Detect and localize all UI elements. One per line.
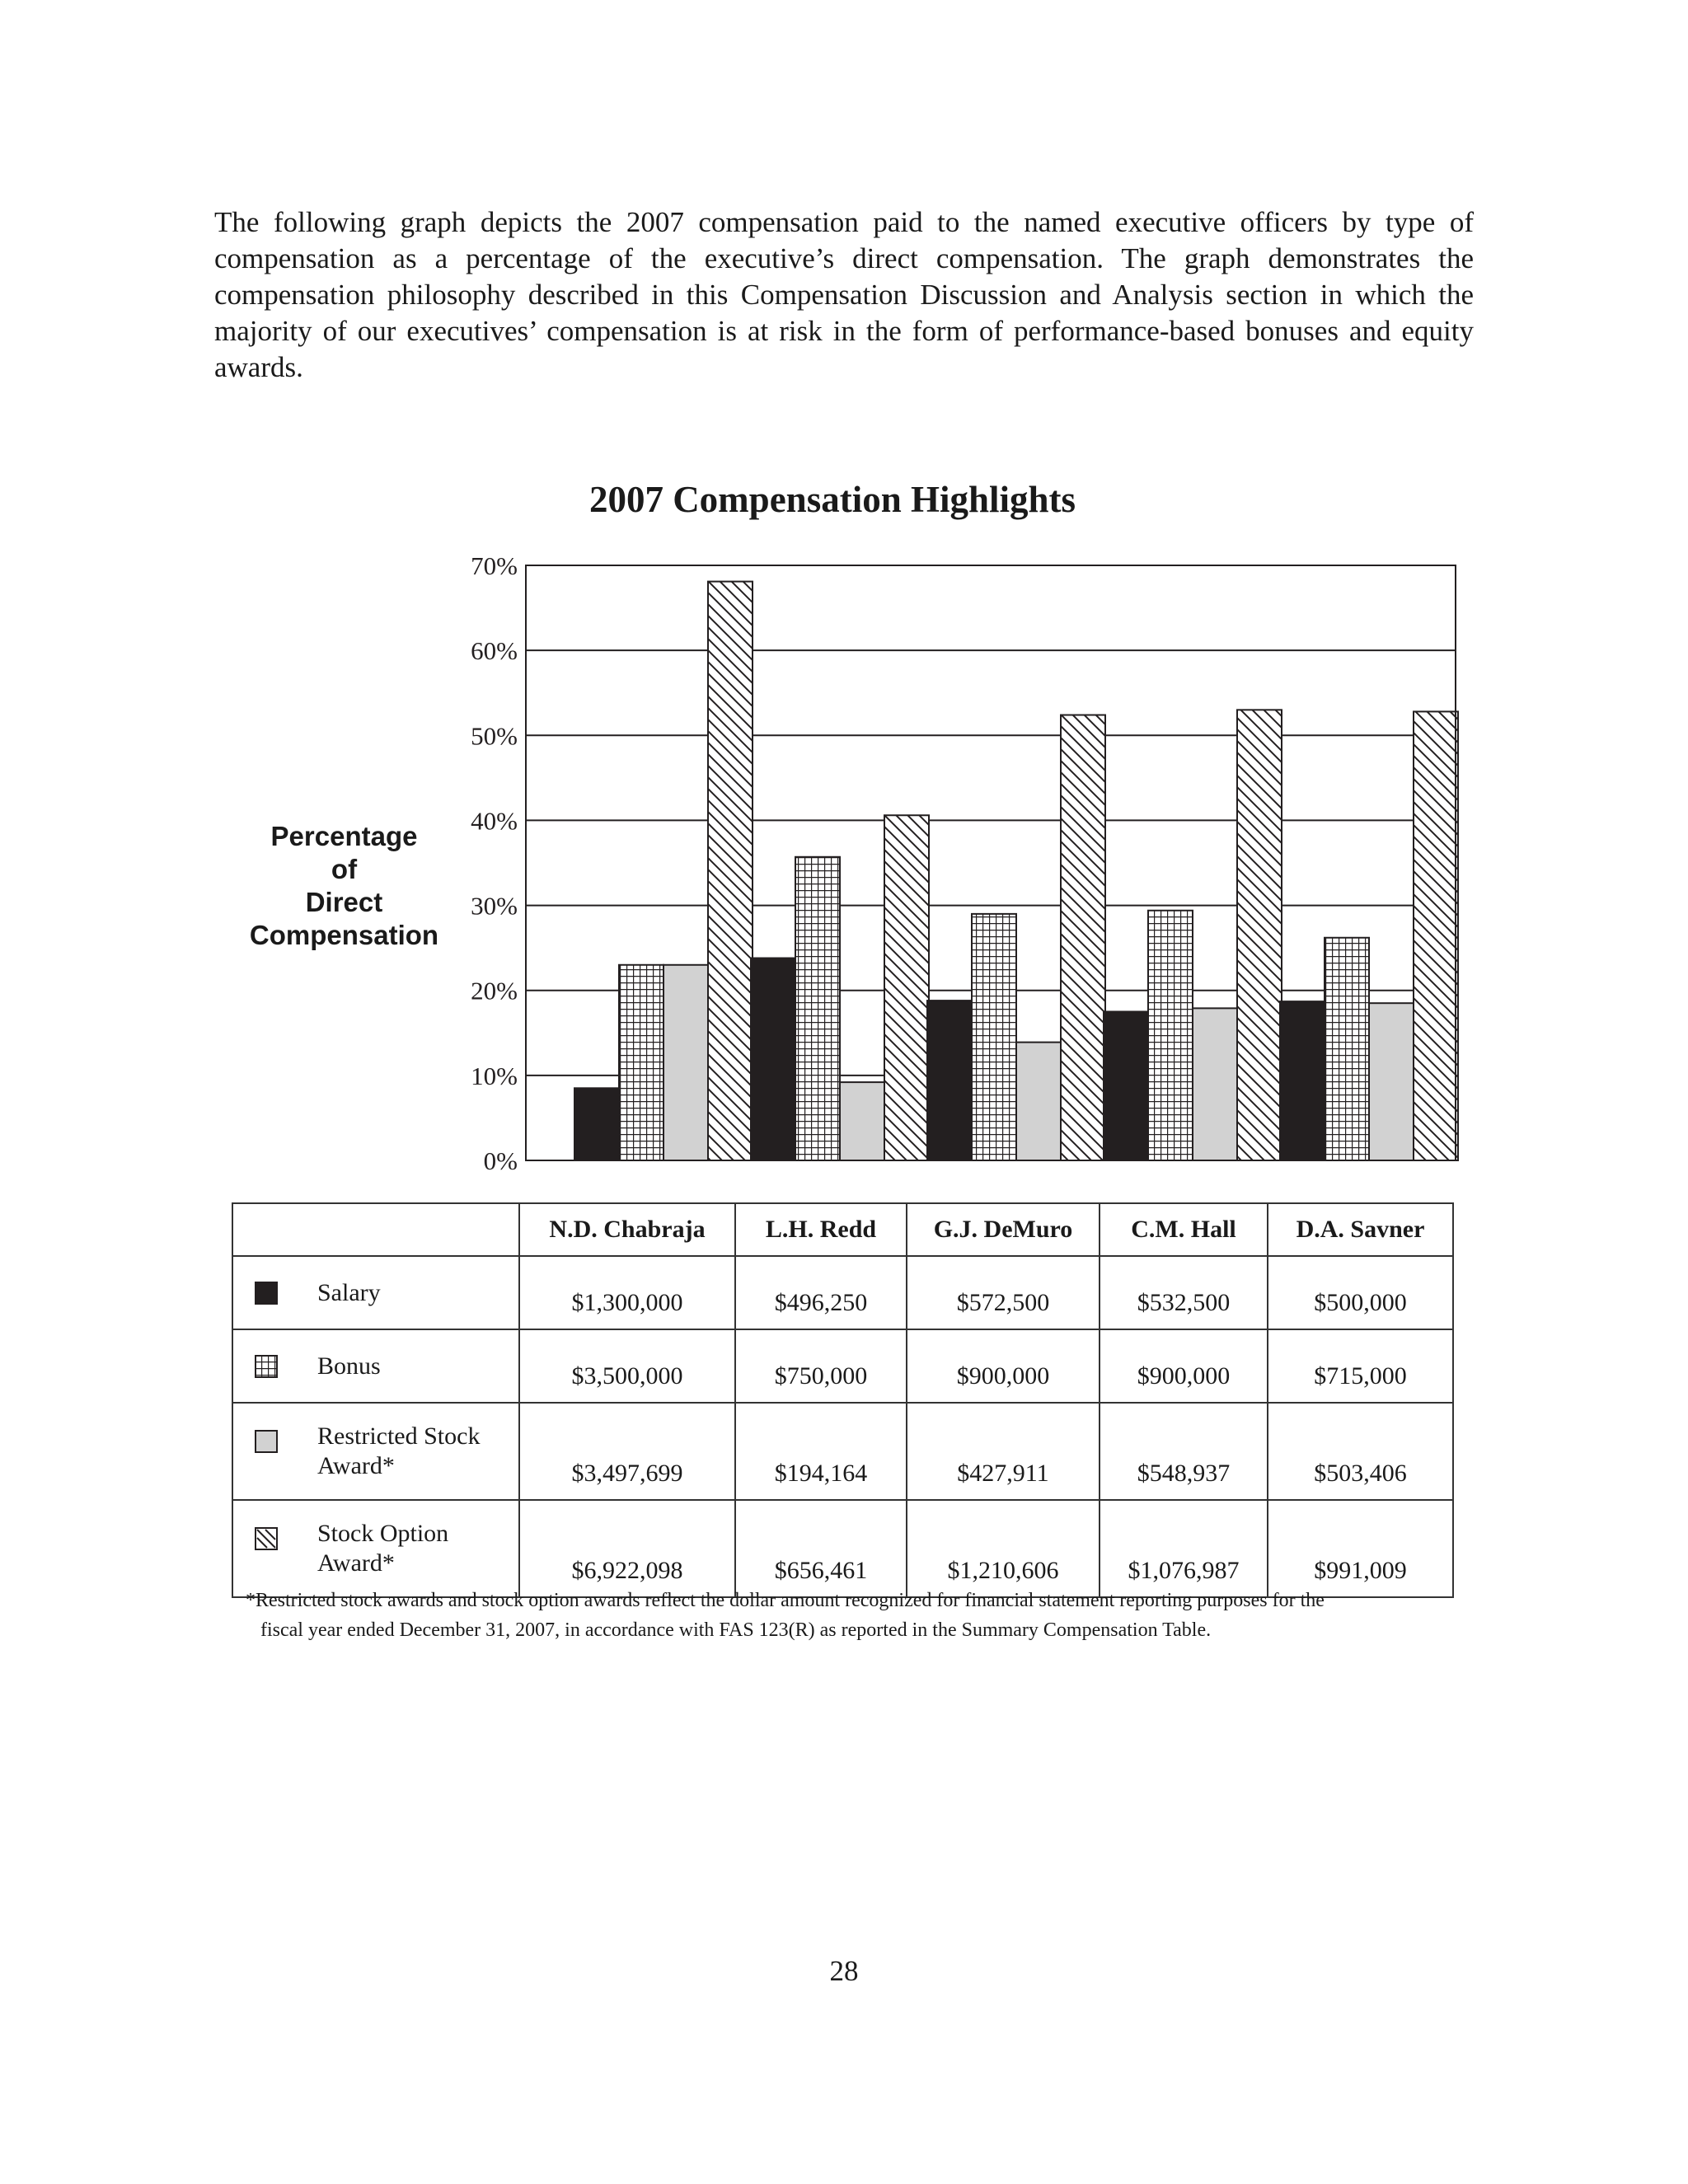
- stock-option-bar: [1414, 711, 1458, 1160]
- legend-cell-salary: [232, 1256, 519, 1329]
- stock-option-bar: [1237, 710, 1282, 1160]
- table-cell: $750,000: [735, 1329, 907, 1403]
- table-cell: $427,911: [907, 1403, 1100, 1500]
- legend-label: Stock Option: [317, 1520, 449, 1547]
- legend-label: Award*: [317, 1452, 395, 1479]
- table-row: [232, 1500, 1453, 1597]
- table-header-row: [232, 1203, 1453, 1256]
- table-cell: $6,922,098: [519, 1500, 735, 1597]
- page-number: 28: [829, 1955, 859, 1987]
- salary-bar: [1280, 1001, 1325, 1160]
- stock-option-bar: [884, 815, 929, 1160]
- table-row: [232, 1256, 1453, 1329]
- table-cell: $1,076,987: [1100, 1500, 1268, 1597]
- restricted-stock-bar: [663, 965, 708, 1160]
- table-cell: $500,000: [1268, 1256, 1453, 1329]
- restricted-stock-bar: [1369, 1003, 1414, 1160]
- y-tick-label: 0%: [483, 1146, 518, 1175]
- chart-title: 2007 Compensation Highlights: [588, 479, 1076, 520]
- restricted-stock-bar: [1016, 1043, 1061, 1160]
- table-header-cell: N.D. Chabraja: [519, 1203, 735, 1256]
- y-tick-label: 70%: [471, 551, 518, 580]
- table-cell: $572,500: [907, 1256, 1100, 1329]
- table-cell: $194,164: [735, 1403, 907, 1500]
- table-header-cell: G.J. DeMuro: [907, 1203, 1100, 1256]
- legend-label: Award*: [317, 1549, 395, 1577]
- bars: [574, 582, 1458, 1160]
- footnote-line: fiscal year ended December 31, 2007, in accordance with FAS 123(R) as reported in the Summary Compensation Table.: [260, 1619, 1212, 1641]
- bonus-bar: [795, 857, 840, 1160]
- stock-option-bar: [1061, 715, 1105, 1160]
- table-cell: $900,000: [1100, 1329, 1268, 1403]
- legend-label: Restricted Stock: [317, 1422, 481, 1450]
- bonus-swatch-icon: [255, 1355, 278, 1378]
- y-tick-label: 60%: [471, 636, 518, 666]
- table-cell: $3,497,699: [519, 1403, 735, 1500]
- y-axis-ticks: [471, 551, 518, 1175]
- bonus-bar: [1148, 911, 1193, 1160]
- footnote: [246, 1586, 1474, 1645]
- legend-cell-restricted-stock: [232, 1403, 519, 1500]
- table-cell: $3,500,000: [519, 1329, 735, 1403]
- y-tick-label: 20%: [471, 976, 518, 1005]
- legend-label: Bonus: [317, 1352, 381, 1380]
- y-tick-label: 40%: [471, 806, 518, 836]
- table-cell: $503,406: [1268, 1403, 1453, 1500]
- y-axis-label-line: of: [331, 854, 358, 884]
- table-cell: $656,461: [735, 1500, 907, 1597]
- table-cell: $900,000: [907, 1329, 1100, 1403]
- legend-cell-stock-option: [232, 1500, 519, 1597]
- salary-bar: [927, 1001, 972, 1160]
- y-axis-label-line: Compensation: [249, 920, 439, 950]
- legend-cell-bonus: [232, 1329, 519, 1403]
- intro-paragraph: The following graph depicts the 2007 compensation paid to the named executive officers by type of compensation as a percentage of the executive’s direct compensation. The graph demonstrates the compensation philosophy described in this Compensation Discussion and Analysis section in which the majority of our executives’ compensation is at risk in the form of performance-based bonuses and equity awards.: [214, 206, 1474, 383]
- restricted-stock-bar: [1193, 1008, 1237, 1160]
- table-cell: $991,009: [1268, 1500, 1453, 1597]
- table-header-cell: [232, 1203, 519, 1256]
- table-row: [232, 1403, 1453, 1500]
- data-table: [232, 1202, 1454, 1598]
- table-cell: $496,250: [735, 1256, 907, 1329]
- table-row: [232, 1329, 1453, 1403]
- y-tick-label: 10%: [471, 1061, 518, 1090]
- bonus-bar: [972, 914, 1016, 1160]
- table-cell: $1,210,606: [907, 1500, 1100, 1597]
- y-axis-label-line: Direct: [305, 887, 383, 917]
- table-cell: $1,300,000: [519, 1256, 735, 1329]
- legend-label: Salary: [317, 1278, 381, 1306]
- y-axis-label-line: Percentage: [270, 821, 418, 851]
- bonus-bar: [1325, 938, 1369, 1160]
- bonus-bar: [619, 965, 663, 1160]
- restricted-stock-swatch-icon: [255, 1430, 278, 1453]
- table-cell: $532,500: [1100, 1256, 1268, 1329]
- table-header-cell: C.M. Hall: [1100, 1203, 1268, 1256]
- salary-bar: [751, 958, 795, 1160]
- table-cell: $715,000: [1268, 1329, 1453, 1403]
- salary-bar: [1104, 1012, 1148, 1161]
- salary-bar: [574, 1088, 619, 1160]
- footnote-line: *Restricted stock awards and stock option awards reflect the dollar amount recognized for financial statement reporting purposes for the: [246, 1590, 1325, 1611]
- y-tick-label: 50%: [471, 721, 518, 751]
- table-header-cell: D.A. Savner: [1268, 1203, 1453, 1256]
- restricted-stock-bar: [840, 1082, 884, 1160]
- stock-option-swatch-icon: [255, 1527, 278, 1550]
- salary-swatch-icon: [255, 1282, 278, 1305]
- stock-option-bar: [708, 582, 753, 1160]
- y-tick-label: 30%: [471, 891, 518, 921]
- table-cell: $548,937: [1100, 1403, 1268, 1500]
- table-header-cell: L.H. Redd: [735, 1203, 907, 1256]
